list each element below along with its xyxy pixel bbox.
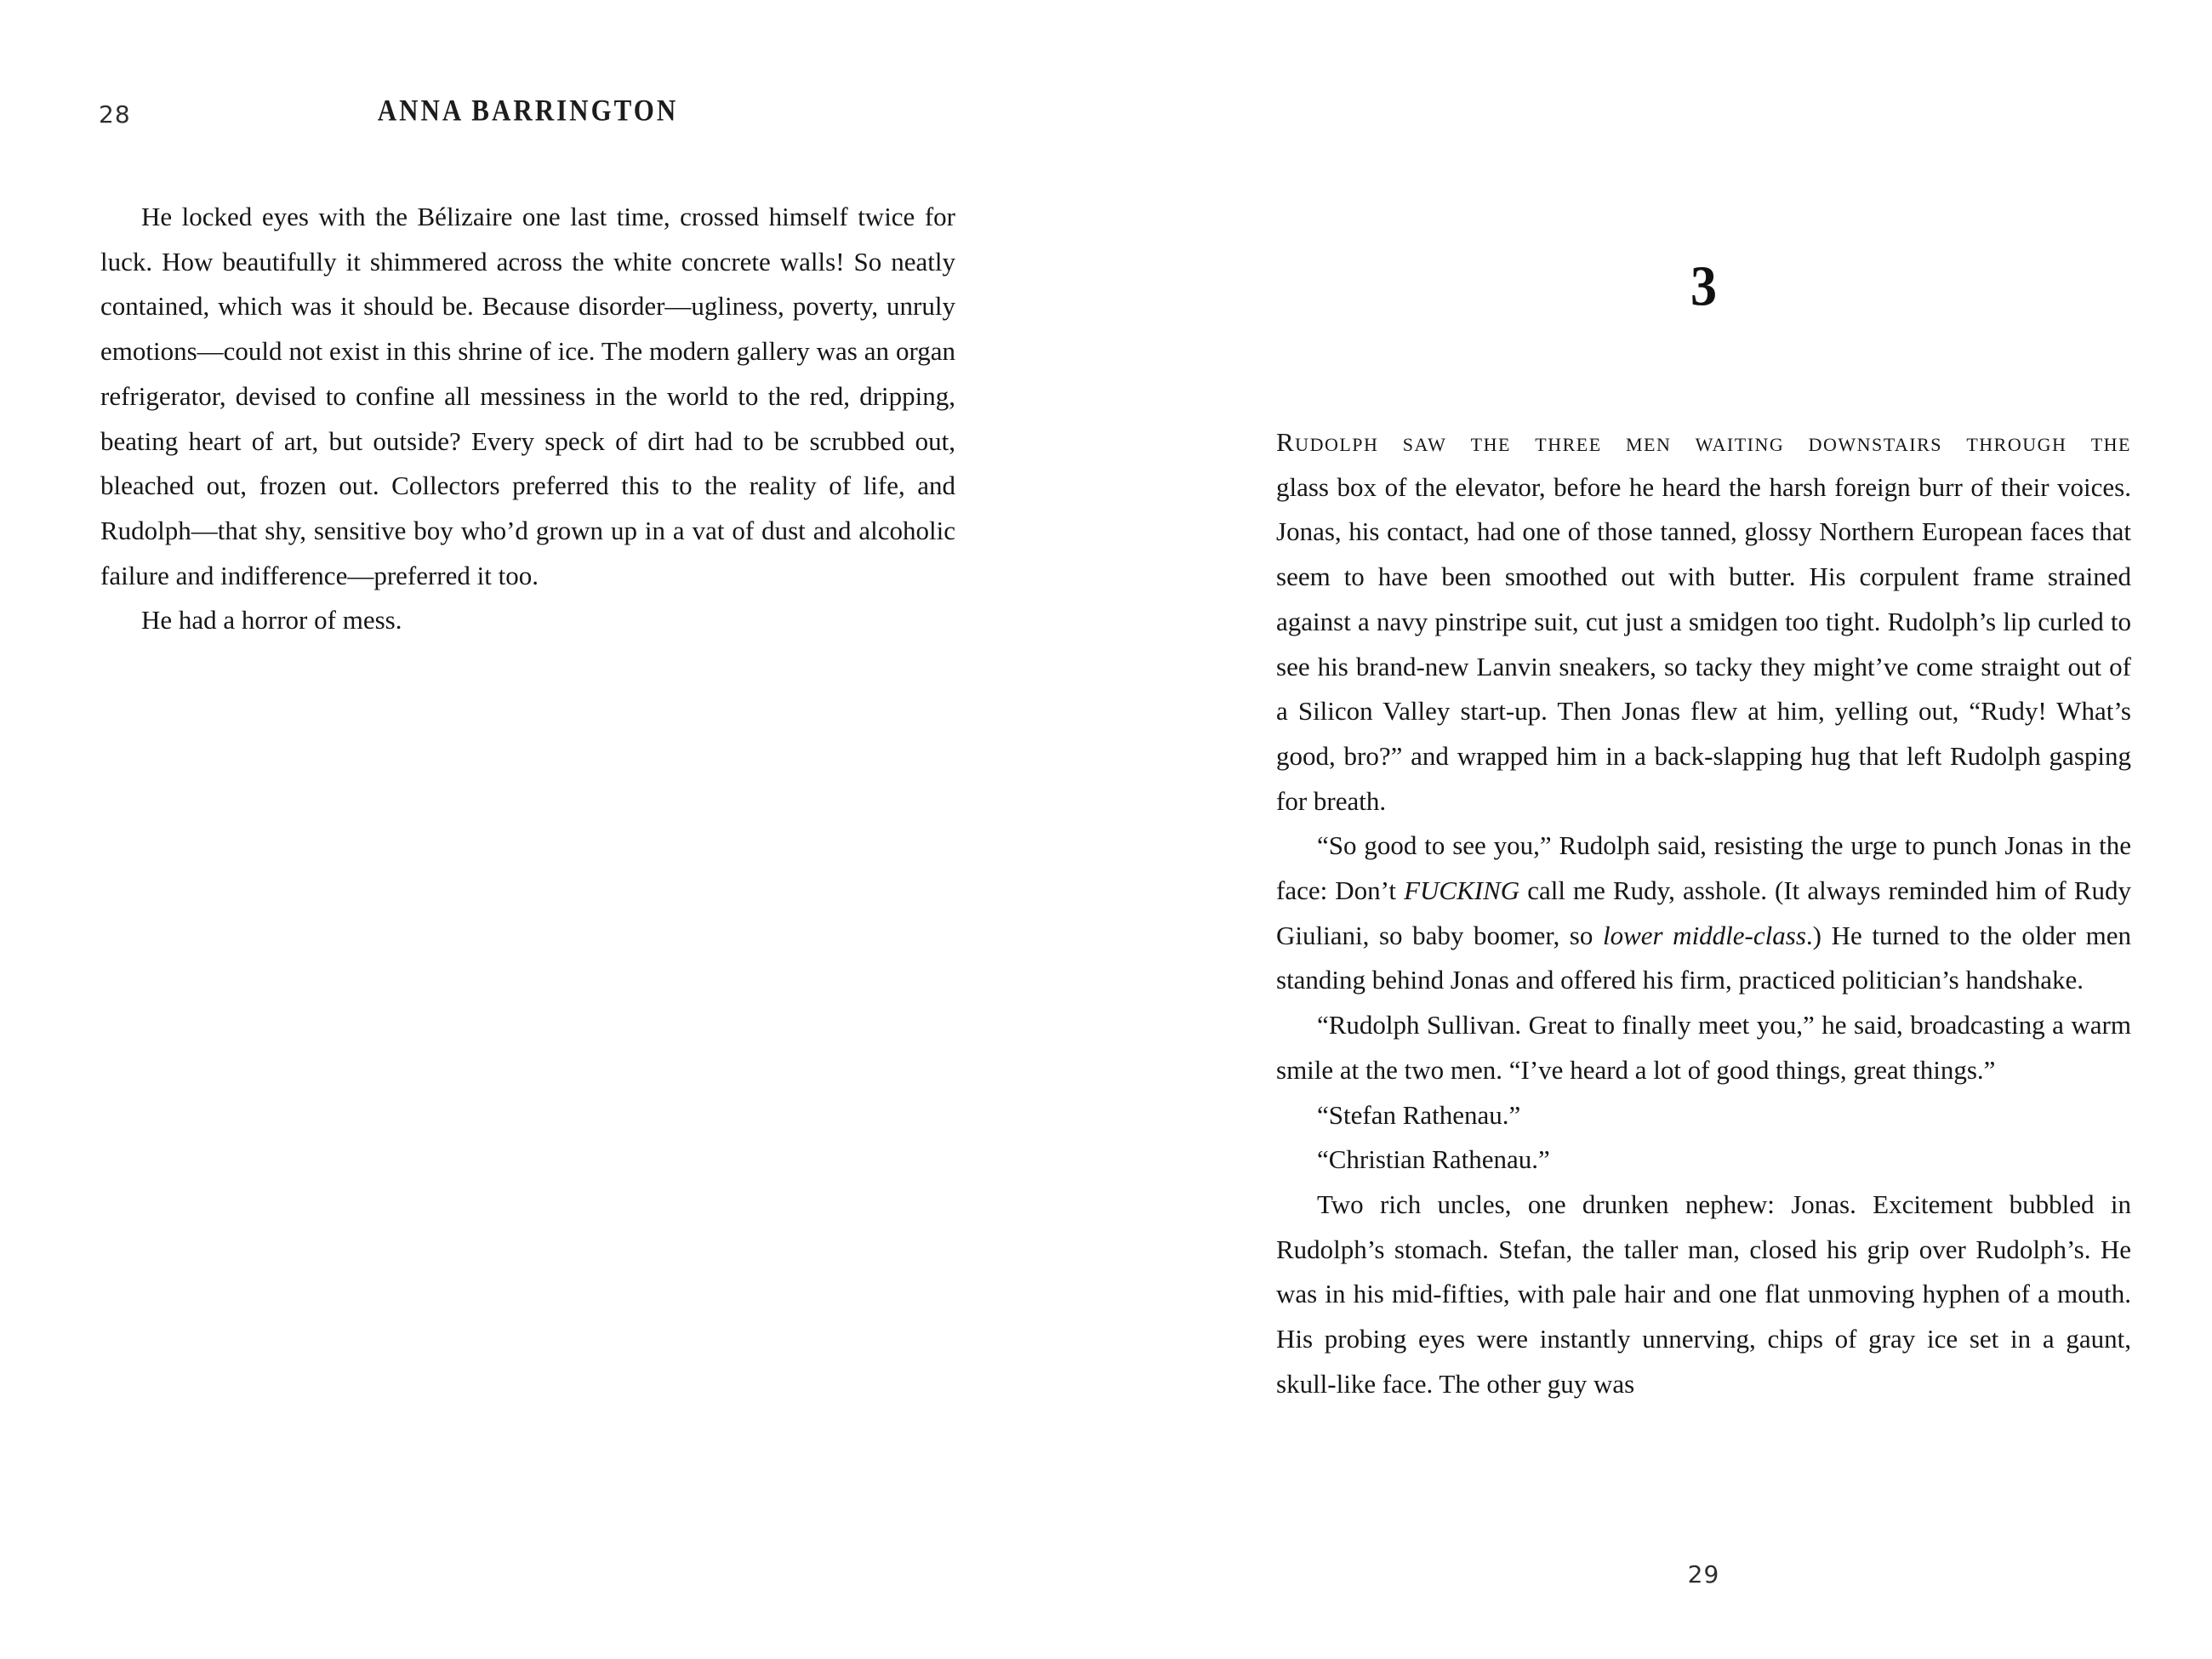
- paragraph: “Christian Rathenau.”: [1317, 1144, 1550, 1175]
- chapter-number-wrap: [1276, 257, 2131, 316]
- page-number-right: 29: [1687, 1560, 1720, 1588]
- text-segment-italic: lower middle-class: [1602, 920, 1806, 950]
- chapter-number: 3: [1690, 255, 1717, 318]
- opening-small-caps: Rudolph saw the three men waiting downstairs through the: [1276, 427, 2131, 457]
- chapter-opening-paragraph: [1276, 420, 2131, 824]
- paragraph: [1276, 824, 2131, 1003]
- paragraph: “Rudolph Sullivan. Great to finally meet you,” he said, broadcasting a warm smile at the two men. “I’ve heard a lot of good things, great things.”: [1276, 1010, 2131, 1085]
- paragraph: “Stefan Rathenau.”: [1317, 1099, 1521, 1130]
- right-page-body: [1276, 420, 2131, 1406]
- running-head-author: ANNA BARRINGTON: [377, 93, 679, 128]
- opening-rest: glass box of the elevator, before he heard the harsh foreign burr of their voices. Jonas, his contact, had one of those tanned, glossy Northern European faces that seem to have been smoothed out with butter. His corpulent frame strained against a navy pinstripe suit, cut just a smidgen too tight. Rudolph’s lip curled to see his brand-new Lanvin sneakers, so tacky they might’ve come straight out of a Silicon Valley start-up. Then Jonas flew at him, yelling out, “Rudy! What’s good, bro?” and wrapped him in a back-slapping hug that left Rudolph gasping for breath.: [1276, 471, 2131, 816]
- page-number-left: 28: [99, 100, 131, 128]
- text-segment: “So good to see you,” Rudolph said, resisting the urge to punch Jonas in the face: Don’t: [1276, 830, 2131, 906]
- page-number-right-wrap: [1276, 1560, 2131, 1588]
- paragraph: He had a horror of mess.: [141, 605, 402, 636]
- text-segment: call me Rudy, asshole. (It always reminded him of Rudy Giuliani, so baby boomer, so: [1276, 875, 2131, 950]
- text-segment: .) He turned to the older men standing behind Jonas and offered his firm, practiced politician’s handshake.: [1276, 920, 2131, 995]
- left-page-body: [100, 195, 955, 643]
- text-segment-italic: FUCKING: [1404, 875, 1520, 906]
- paragraph: Two rich uncles, one drunken nephew: Jonas. Excitement bubbled in Rudolph’s stomach. Stefan, the taller man, closed his grip over Rudolph’s. He was in his mid-fifties, with pale hair and one flat unmoving hyphen of a mouth. His probing eyes were instantly unnerving, chips of gray ice set in a gaunt, skull-like face. The other guy was: [1276, 1189, 2131, 1399]
- paragraph: He locked eyes with the Bélizaire one last time, crossed himself twice for luck. How beautifully it shimmered across the white concrete walls! So neatly contained, which was it should be. Because disorder—ugliness, poverty, unruly emotions—could not exist in this shrine of ice. The modern gallery was an organ refrigerator, devised to confine all messiness in the world to the red, dripping, beating heart of art, but outside? Every speck of dirt had to be scrubbed out, bleached out, frozen out. Collectors preferred this to the reality of life, and Rudolph—that shy, sensitive boy who’d grown up in a vat of dust and alcoholic failure and indifference—preferred it too.: [100, 202, 955, 590]
- running-head-wrap: [100, 95, 955, 126]
